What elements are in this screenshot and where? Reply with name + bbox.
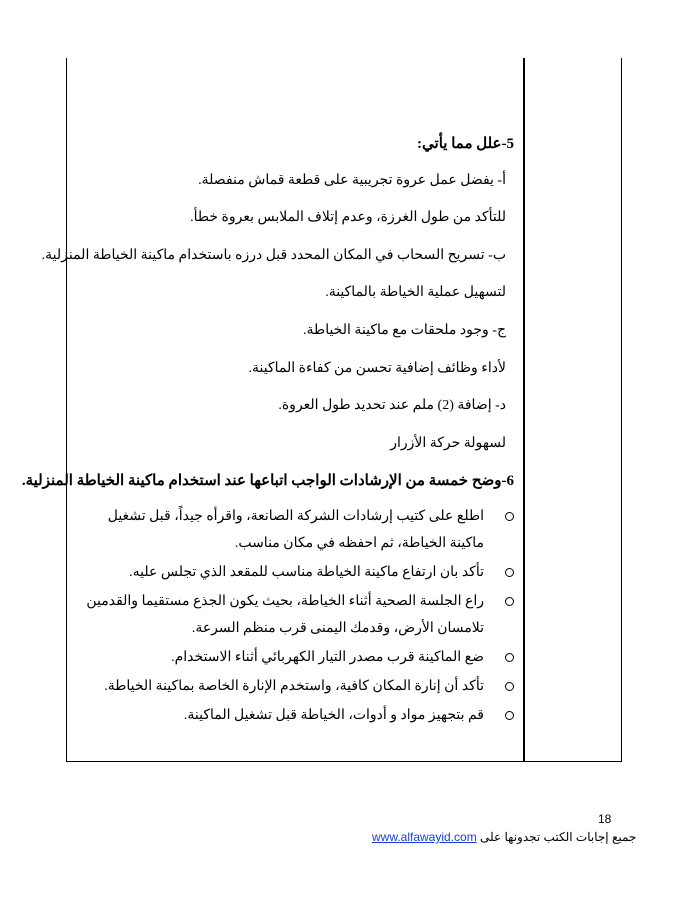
footer	[372, 830, 636, 844]
list-item: تأكد بان ارتفاع ماكينة الخياطة مناسب للمقعد الذي تجلس عليه.	[74, 559, 514, 586]
q5-answer-a: للتأكد من طول الغرزة، وعدم إتلاف الملابس بعروة خطأ.	[190, 210, 506, 225]
q5-item-a: أ- يفضل عمل عروة تجريبية على قطعة قماش منفصلة.	[198, 173, 506, 188]
table-border-bottom	[66, 761, 622, 762]
bullet-circle-icon	[505, 512, 514, 521]
table-border-middle	[523, 58, 525, 762]
table-border-left	[66, 58, 67, 762]
bullet-circle-icon	[505, 568, 514, 577]
q5-item-c: ج- وجود ملحقات مع ماكينة الخياطة.	[303, 323, 506, 338]
list-item: راع الجلسة الصحية أثناء الخياطة، بحيث يكون الجذع مستقيما والقدمين تلامسان الأرض، وقدمك اليمنى قرب منظم السرعة.	[74, 588, 514, 642]
bullet-circle-icon	[505, 711, 514, 720]
question-5-heading: 5-علل مما يأتي:	[417, 136, 514, 152]
footer-website-link[interactable]: www.alfawayid.com	[372, 830, 477, 844]
bullet-circle-icon	[505, 653, 514, 662]
q5-item-b: ب- تسريح السحاب في المكان المحدد قبل درزه باستخدام ماكينة الخياطة المنزلية.	[41, 248, 506, 263]
q5-item-d: د- إضافة (2) ملم عند تحديد طول العروة.	[278, 398, 506, 413]
footer-text: جميع إجابات الكتب تجدونها على	[480, 830, 637, 844]
q5-answer-d: لسهولة حركة الأزرار	[390, 436, 506, 451]
bullet-circle-icon	[505, 682, 514, 691]
list-item: تأكد أن إنارة المكان كافية، واستخدم الإنارة الخاصة بماكينة الخياطة.	[74, 673, 514, 700]
q5-answer-c: لأداء وظائف إضافية تحسن من كفاءة الماكينة.	[248, 361, 506, 376]
list-item: ضع الماكينة قرب مصدر التيار الكهربائي أثناء الاستخدام.	[74, 644, 514, 671]
q5-answer-b: لتسهيل عملية الخياطة بالماكينة.	[325, 285, 506, 300]
bullet-circle-icon	[505, 597, 514, 606]
question-6-heading: 6-وضح خمسة من الإرشادات الواجب اتباعها عند استخدام ماكينة الخياطة المنزلية.	[21, 473, 514, 489]
page-number: 18	[598, 812, 612, 826]
table-border-right	[621, 58, 622, 762]
q6-bullet-list	[74, 503, 514, 731]
list-item: اطلع على كتيب إرشادات الشركة الصانعة، واقرأه جيداً، قبل تشغيل ماكينة الخياطة، ثم احفظه في مكان مناسب.	[74, 503, 514, 557]
list-item: قم بتجهيز مواد و أدوات، الخياطة قبل تشغيل الماكينة.	[74, 702, 514, 729]
